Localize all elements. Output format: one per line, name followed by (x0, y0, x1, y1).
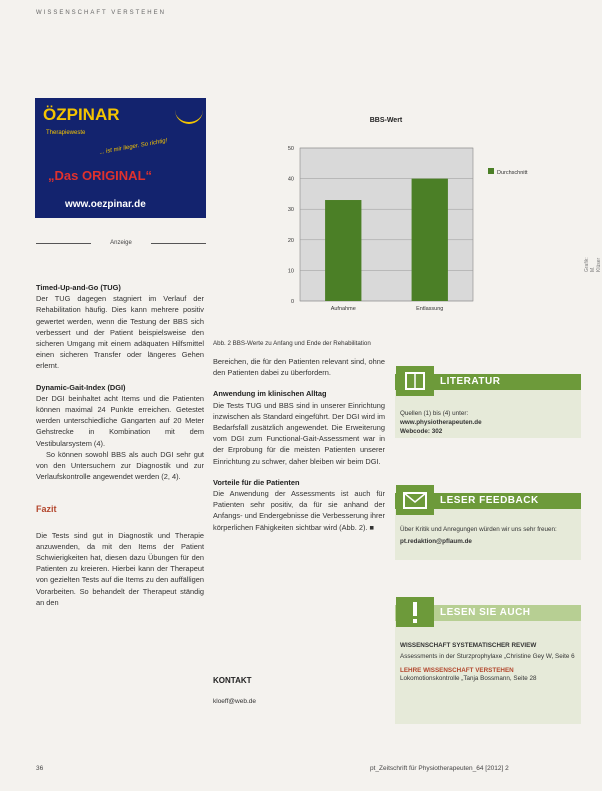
fazit-text: Die Tests sind gut in Diagnostik und Therapie anzuwenden, da mit den Items der Patient Schwierigkeiten hat, diesen dazu Übungen für den Patienten zu kreieren. Hierbei kann der Therapeut von gezielten Tests auf die Items zu den auffälligen Vorarbeiten. So behandelt der Therapeut ständig an den (36, 530, 204, 607)
literatur-line-1: Quellen (1) bis (4) unter: (400, 410, 469, 417)
vorteile-heading: Vorteile für die Patienten (213, 477, 300, 487)
advertisement[interactable] (35, 98, 206, 218)
lesen-title: LESEN SIE AUCH (440, 607, 531, 618)
literatur-title: LITERATUR (440, 376, 501, 387)
tug-text: Der TUG dagegen stagniert im Verlauf der Rehabilitation häufig. Dies kann mehrere positiv gewertet werden, wenn die Testung der BBS sich verbessert und der Patient beispielsweise den sicheren Umgang mit einem adäquaten Hilfsmittel einen sicheren Transfer oder längeres Gehen erlernt. (36, 294, 204, 371)
book-icon (396, 366, 434, 396)
section-label: WISSENSCHAFT VERSTEHEN (36, 10, 166, 16)
bar-aufnahme (325, 200, 361, 301)
vorteile-text: Die Anwendung der Assessments ist auch für Patienten sehr positiv, da für sie anhand der Anfangs- und Endergebnisse die Verbesserung ihrer körperlichen Fähigkeiten sichtbar wird (Abb. 2). ■ (213, 489, 385, 532)
literatur-link[interactable]: www.physiotherapeuten.de (400, 418, 482, 426)
page-number: 36 (36, 765, 44, 772)
lesen-heading-1[interactable]: WISSENSCHAFT SYSTEMATISCHER REVIEW (400, 642, 537, 649)
anwendung-heading: Anwendung im klinischen Alltag (213, 389, 327, 399)
bbs-chart (213, 110, 583, 335)
chart-title: BBS-Wert (369, 117, 403, 124)
y-tick-label: 30 (287, 207, 294, 214)
dgi-text-2: So können sowohl BBS als auch DGI sehr gut von den Untersuchern zur Diagnostik und zur Verlaufskontrolle angewendet werden (2, 4). (36, 449, 204, 482)
dgi-heading: Dynamic-Gait-Index (DGI) (36, 382, 126, 392)
feedback-content (400, 526, 576, 547)
y-tick-label: 20 (287, 237, 294, 244)
y-tick-label: 10 (287, 268, 294, 275)
dgi-text: Der DGI beinhaltet acht Items und die Patienten können maximal 24 Punkte erreichen. Getestet werden unterschiedliche Gangarten auf 20 Meter Gehstrecke in Kombination mit dem Vestibularsystem (4). (36, 393, 204, 448)
left-column (36, 282, 204, 608)
lesen-text-2: Lokomotionskontrolle „Tanja Bossmann, Seite 28 (400, 675, 537, 683)
feedback-line-1: Über Kritik und Anregungen würden wir uns sehr freuen: (400, 526, 557, 533)
feedback-email[interactable]: pt.redaktion@pflaum.de (400, 537, 472, 545)
journal-footer: pt_Zeitschrift für Physiotherapeuten_64 [2012] 2 (370, 765, 509, 772)
copyright: Grafik: M. Klüser (584, 257, 602, 272)
ad-subtitle: Therapieweste (46, 130, 86, 136)
legend-swatch (488, 168, 494, 174)
middle-column (213, 356, 385, 533)
figure-caption: Abb. 2 BBS-Werte zu Anfang und Ende der Rehabilitation (213, 340, 371, 347)
literatur-webcode: Webcode: 302 (400, 427, 443, 435)
kontakt-email[interactable]: kloeff@web.de (213, 698, 256, 705)
ad-logo-icon (175, 108, 203, 124)
ad-brand: ÖZPINAR (43, 105, 120, 124)
ad-label: Anzeige (36, 240, 206, 246)
x-tick-label: Entlassung (416, 306, 444, 312)
fazit-heading: Fazit (36, 504, 57, 515)
legend-label: Durchschnitt (497, 170, 528, 176)
kontakt-heading: KONTAKT (213, 676, 252, 685)
literatur-content (400, 410, 576, 436)
ad-original: „Das ORIGINAL“ (48, 168, 153, 183)
bar-entlassung (412, 179, 448, 301)
lesen-content (400, 642, 576, 684)
feedback-title: LESER FEEDBACK (440, 495, 539, 506)
envelope-icon (396, 485, 434, 515)
y-tick-label: 50 (287, 146, 294, 152)
ad-tagline: ... ist mir lieger. So richtig! (99, 138, 168, 156)
y-tick-label: 40 (287, 176, 294, 183)
exclamation-icon (396, 597, 434, 627)
lesen-heading-2[interactable]: LEHRE WISSENSCHAFT VERSTEHEN (400, 666, 514, 674)
tug-heading: Timed-Up-and-Go (TUG) (36, 283, 121, 292)
lesen-text-1: Assessments in der Sturzprophylaxe „Christine Gey W, Seite 6 (400, 652, 575, 660)
intro-text: Bereichen, die für den Patienten relevant sind, ohne den Patienten dabei zu überfordern. (213, 357, 385, 378)
x-tick-label: Aufnahme (330, 306, 356, 312)
anwendung-text: Die Tests TUG und BBS sind in unserer Einrichtung inzwischen als Standard eingeführt. Der DGI wird im Bedarfsfall zusätzlich angewendet. Die Erweiterung vom DGI zum Functional-Gait-Assessment war in der Erprobung für die meisten Patienten unserer Einrichtung zu schwer, daher bleiben wir beim DGI. (213, 400, 385, 466)
y-tick-label: 0 (290, 299, 294, 305)
ad-url[interactable]: www.oezpinar.de (65, 199, 146, 210)
